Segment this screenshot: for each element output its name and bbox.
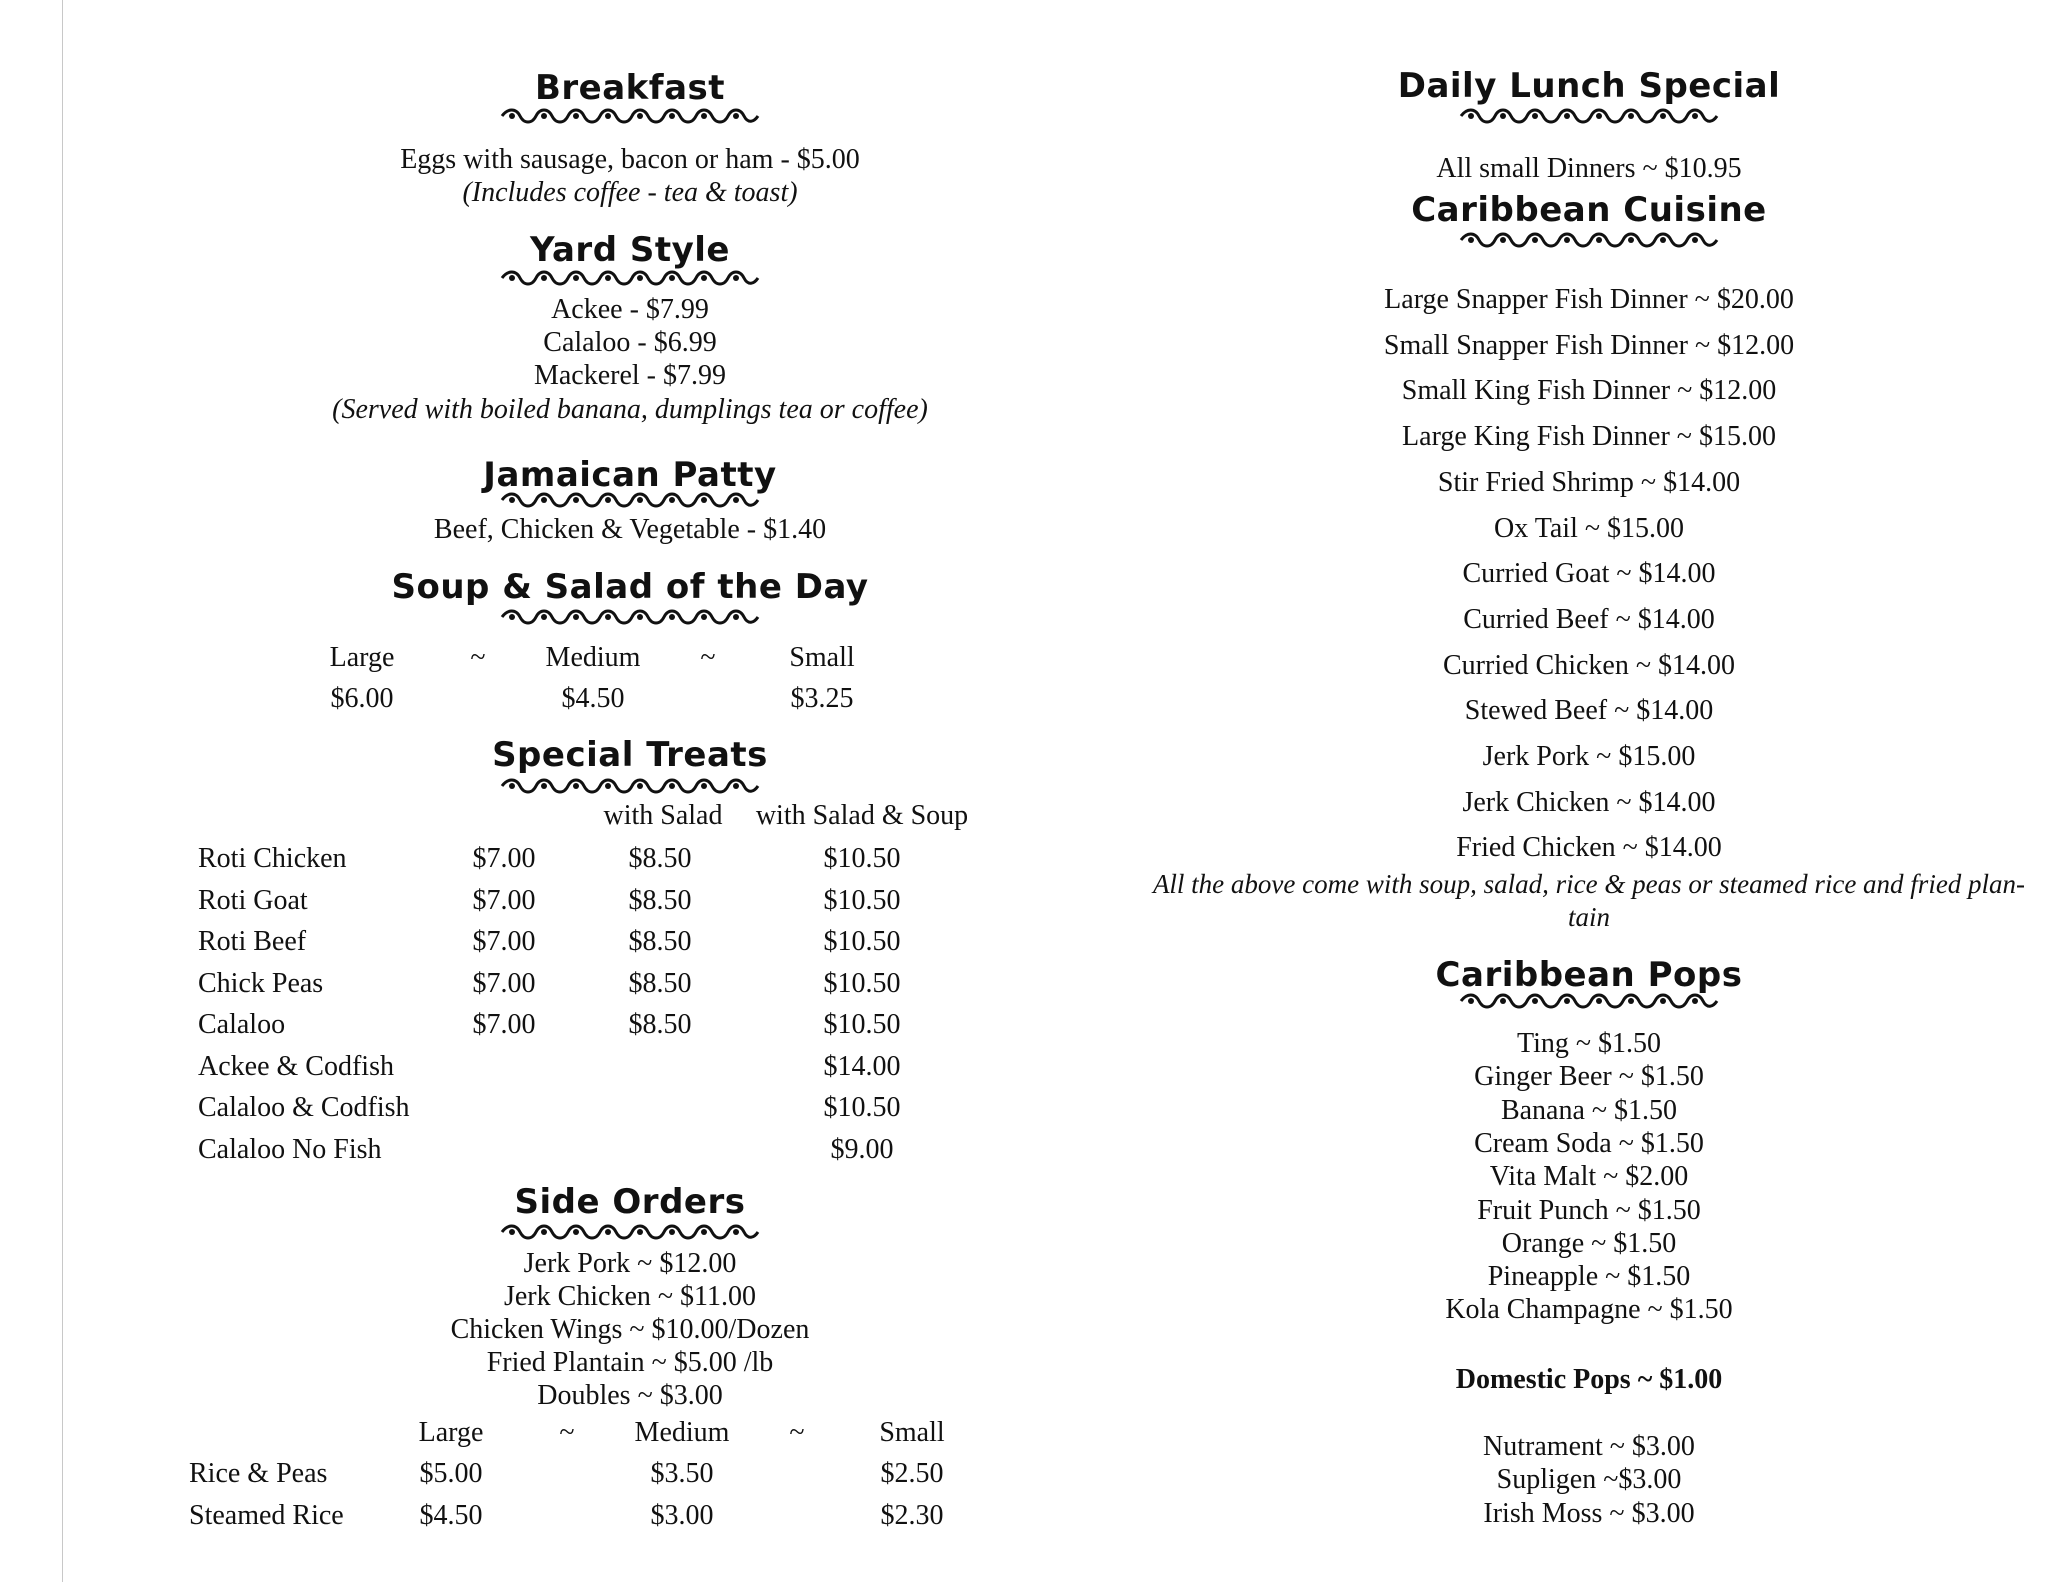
- treat-price-with-salad: $8.50: [628, 843, 692, 874]
- pop-item: Ting ~ $1.50: [1516, 1028, 1662, 1059]
- cuisine-item: Small King Fish Dinner ~ $12.00: [1401, 375, 1777, 407]
- size-separator: ~: [470, 642, 486, 673]
- treat-name: Roti Goat: [198, 884, 308, 916]
- treat-price: $7.00: [472, 1009, 536, 1040]
- cuisine-item: Small Snapper Fish Dinner ~ $12.00: [1383, 329, 1795, 361]
- size-price: $6.00: [330, 683, 394, 714]
- pop-item: Vita Malt ~ $2.00: [1489, 1161, 1689, 1193]
- jamaican-patty-title: Jamaican Patty: [483, 455, 777, 495]
- treat-price-with-salad: $8.50: [628, 1009, 692, 1040]
- pop-item: Banana ~ $1.50: [1500, 1094, 1678, 1126]
- cuisine-item: Jerk Chicken ~ $14.00: [1462, 786, 1716, 818]
- yard-style-title: Yard Style: [529, 230, 730, 270]
- treat-name: Chick Peas: [198, 967, 324, 999]
- treat-price: $7.00: [472, 926, 536, 957]
- size-label: Medium: [634, 1417, 730, 1448]
- cuisine-note-continued: tain: [1567, 902, 1610, 932]
- size-separator: ~: [789, 1417, 805, 1448]
- size-separator: ~: [700, 642, 716, 673]
- column-header: with Salad & Soup: [755, 800, 969, 831]
- size-price: $4.50: [561, 683, 625, 714]
- cuisine-item: Stir Fried Shrimp ~ $14.00: [1437, 466, 1741, 498]
- cuisine-item: Jerk Pork ~ $15.00: [1482, 741, 1696, 772]
- side-price-small: $2.30: [880, 1499, 944, 1531]
- divider-ornament: [1459, 108, 1719, 124]
- divider-ornament: [500, 609, 760, 625]
- side-price-medium: $3.50: [650, 1458, 714, 1489]
- treat-name: Ackee & Codfish: [198, 1050, 394, 1082]
- drink-item: Nutrament ~ $3.00: [1483, 1431, 1695, 1462]
- daily-lunch-title: Daily Lunch Special: [1397, 66, 1781, 106]
- side-price-medium: $3.00: [650, 1499, 714, 1531]
- treat-price-with-salad-soup: $10.50: [823, 884, 901, 916]
- yard-style-item: Ackee - $7.99: [551, 294, 709, 325]
- size-label: Large: [418, 1417, 484, 1448]
- side-price-large: $4.50: [419, 1499, 483, 1531]
- treat-name: Calaloo: [198, 1009, 286, 1040]
- treat-price: $7.00: [472, 843, 536, 874]
- treat-name: Calaloo & Codfish: [198, 1092, 410, 1123]
- cuisine-item: Stewed Beef ~ $14.00: [1464, 695, 1714, 727]
- treat-price-with-salad-soup: $10.50: [823, 967, 901, 999]
- cuisine-item: Large Snapper Fish Dinner ~ $20.00: [1384, 284, 1794, 315]
- breakfast-title: Breakfast: [534, 68, 726, 108]
- size-label: Small: [789, 642, 855, 673]
- divider-ornament: [500, 108, 760, 124]
- treat-price-with-salad: $8.50: [628, 884, 692, 916]
- domestic-pops: Domestic Pops ~ $1.00: [1455, 1364, 1723, 1395]
- divider-ornament: [500, 1224, 760, 1240]
- column-header: with Salad: [603, 800, 723, 831]
- side-price-small: $2.50: [880, 1458, 944, 1489]
- cuisine-item: Curried Beef ~ $14.00: [1463, 603, 1715, 635]
- caribbean-cuisine-title: Caribbean Cuisine: [1411, 190, 1767, 230]
- treat-price-with-salad-soup: $9.00: [830, 1133, 894, 1165]
- pop-item: Pineapple ~ $1.50: [1487, 1261, 1691, 1293]
- breakfast-item: Eggs with sausage, bacon or ham - $5.00: [400, 144, 860, 175]
- divider-ornament: [1459, 993, 1719, 1009]
- cuisine-item: Curried Chicken ~ $14.00: [1443, 649, 1735, 681]
- side-name: Steamed Rice: [189, 1499, 344, 1531]
- divider-ornament: [500, 270, 760, 286]
- divider-ornament: [1459, 232, 1719, 248]
- treat-price-with-salad-soup: $10.50: [823, 1092, 901, 1123]
- side-orders-title: Side Orders: [514, 1182, 746, 1222]
- cuisine-item: Large King Fish Dinner ~ $15.00: [1402, 421, 1776, 453]
- cuisine-note: All the above come with soup, salad, rice & peas or steamed rice and fried plan-: [1152, 869, 2026, 899]
- cuisine-item: Curried Goat ~ $14.00: [1462, 558, 1716, 590]
- treat-price-with-salad-soup: $10.50: [823, 926, 901, 957]
- divider-ornament: [500, 492, 760, 508]
- size-label: Large: [329, 642, 395, 673]
- breakfast-note: (Includes coffee - tea & toast): [462, 177, 798, 208]
- caribbean-pops-title: Caribbean Pops: [1435, 955, 1743, 995]
- size-label: Medium: [545, 642, 641, 673]
- soup-salad-title: Soup & Salad of the Day: [391, 567, 869, 607]
- pop-item: Kola Champagne ~ $1.50: [1445, 1294, 1733, 1326]
- side-order-item: Jerk Pork ~ $12.00: [523, 1248, 737, 1279]
- side-order-item: Fried Plantain ~ $5.00 /lb: [486, 1347, 774, 1378]
- drink-item: Irish Moss ~ $3.00: [1483, 1497, 1695, 1529]
- side-order-item: Chicken Wings ~ $10.00/Dozen: [450, 1314, 810, 1345]
- side-order-item: Jerk Chicken ~ $11.00: [503, 1281, 757, 1312]
- treat-price-with-salad-soup: $10.50: [823, 1009, 901, 1040]
- divider-ornament: [500, 778, 760, 794]
- pop-item: Fruit Punch ~ $1.50: [1477, 1194, 1701, 1226]
- pop-item: Cream Soda ~ $1.50: [1474, 1127, 1704, 1159]
- treat-price-with-salad: $8.50: [628, 926, 692, 957]
- lunch-item: All small Dinners ~ $10.95: [1436, 153, 1742, 184]
- treat-name: Calaloo No Fish: [198, 1133, 382, 1165]
- side-name: Rice & Peas: [189, 1458, 328, 1489]
- treat-name: Roti Beef: [198, 926, 307, 957]
- treat-price-with-salad: $8.50: [628, 967, 692, 999]
- cuisine-item: Fried Chicken ~ $14.00: [1456, 832, 1722, 864]
- size-label: Small: [879, 1417, 945, 1448]
- patty-item: Beef, Chicken & Vegetable - $1.40: [433, 514, 827, 545]
- side-order-item: Doubles ~ $3.00: [537, 1380, 723, 1411]
- page-fold-line: [62, 0, 63, 1582]
- treat-price: $7.00: [472, 884, 536, 916]
- treat-price-with-salad-soup: $10.50: [823, 843, 901, 874]
- drink-item: Supligen ~$3.00: [1496, 1464, 1682, 1496]
- pop-item: Orange ~ $1.50: [1501, 1227, 1677, 1259]
- special-treats-title: Special Treats: [492, 735, 768, 775]
- treat-name: Roti Chicken: [198, 843, 347, 874]
- yard-style-item: Calaloo - $6.99: [543, 327, 717, 358]
- side-price-large: $5.00: [419, 1458, 483, 1489]
- size-price: $3.25: [790, 683, 854, 714]
- pop-item: Ginger Beer ~ $1.50: [1474, 1061, 1704, 1093]
- treat-price: $7.00: [472, 967, 536, 999]
- cuisine-item: Ox Tail ~ $15.00: [1494, 512, 1684, 544]
- yard-style-note: (Served with boiled banana, dumplings tea or coffee): [332, 394, 928, 425]
- treat-price-with-salad-soup: $14.00: [823, 1050, 901, 1082]
- yard-style-item: Mackerel - $7.99: [533, 360, 727, 391]
- size-separator: ~: [559, 1417, 575, 1448]
